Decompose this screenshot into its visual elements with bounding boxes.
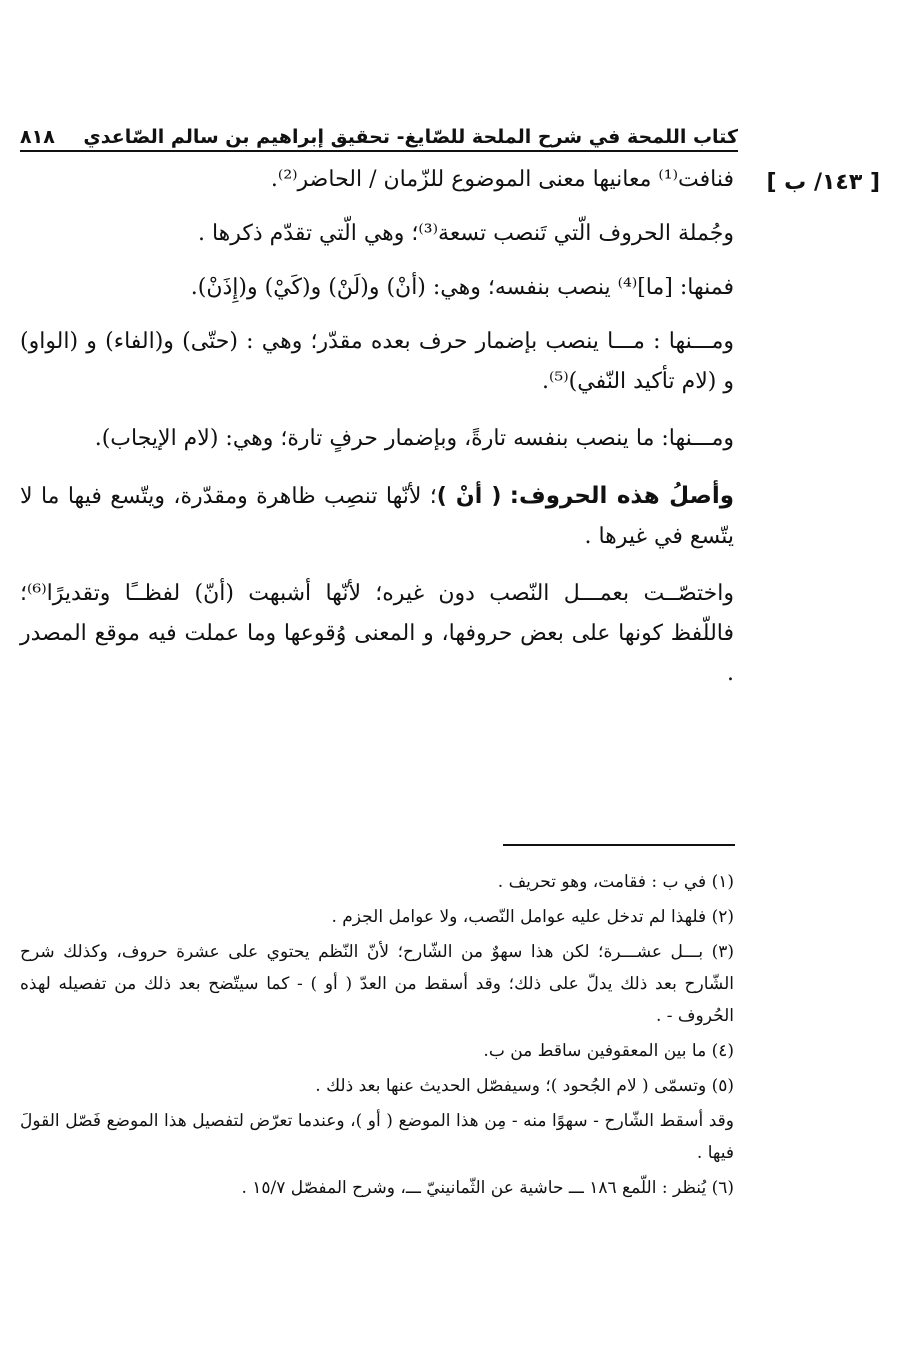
page-number: ٨١٨ xyxy=(20,126,55,148)
paragraph-6-an: ( أنْ ) xyxy=(436,484,502,509)
footnote-5: (٥) وتسمّى ( لام الجُحود )؛ وسيفصّل الحديث عنها بعد ذلك . xyxy=(315,1076,734,1096)
footnote-5-continuation: وقد أسقط الشّارح - سهوًا منه - مِن هذا الموضع ( أو )، وعندما تعرّض لتفصيل هذا الموضع فَصّل القولَ فيها . xyxy=(20,1111,734,1163)
main-text xyxy=(20,160,734,711)
paragraph-5: ومـــنها: ما ينصب بنفسه تارةً، وبإضمار حرفٍ تارة؛ وهي: (لام الإيجاب). xyxy=(94,426,734,451)
footnote-3: (٣) بـــل عشـــرة؛ لكن هذا سهوٌ من الشّارح؛ لأنّ النّظم يحتوي على عشرة حروف، وكذلك شرح الشّارح بعد ذلك يدلّ على ذلك؛ وقد أسقط من العدّ ( أو ) - كما سيتّضح بعد ذلك من تفصيله لهذه الحُروف - . xyxy=(20,942,734,1026)
paragraph-6-lead: وأصلُ هذه الحروف: xyxy=(509,483,735,509)
header-rule xyxy=(20,150,738,152)
paragraph-1: فنافت⁽¹⁾ معانيها معنى الموضوع للزّمان / الحاضر⁽²⁾. xyxy=(270,167,734,192)
footnote-6: (٦) يُنظر : اللّمع ١٨٦ ـــ حاشية عن الثّمانينيّ ـــ، وشرح المفصّل ١٥/٧ . xyxy=(241,1178,734,1198)
paragraph-2: وجُملة الحروف الّتي تَنصب تسعة⁽³⁾؛ وهي الّتي تقدّم ذكرها . xyxy=(197,221,734,246)
manuscript-folio-marker: [ ١٤٣/ ب ] xyxy=(766,170,880,195)
footnote-rule xyxy=(503,844,735,846)
footnote-4: (٤) ما بين المعقوفين ساقط من ب. xyxy=(483,1041,734,1061)
paragraph-7: واختصّــت بعمـــل النّصب دون غيره؛ لأنّها أشبهت (أنّ) لفظــًا وتقديرًا⁽⁶⁾؛ فاللّفظ كونها على بعض حروفها، و المعنى وُقوعها وما عملت فيه موقع المصدر . xyxy=(20,581,734,686)
footnotes xyxy=(20,866,734,1207)
paragraph-4: ومـــنها : مـــا ينصب بإضمار حرف بعده مقدّر؛ وهي : (حتّى) و(الفاء) و (الواو) و (لام تأكيد النّفي)⁽⁵⁾. xyxy=(20,329,734,394)
paragraph-3: فمنها: [ما]⁽⁴⁾ ينصب بنفسه؛ وهي: (أنْ) و(لَنْ) و(كَيْ) و(إِذَنْ). xyxy=(190,275,734,300)
running-header xyxy=(20,112,738,148)
footnote-2: (٢) فلهذا لم تدخل عليه عوامل النّصب، ولا عوامل الجزم . xyxy=(331,907,734,927)
header-title: كتاب اللمحة في شرح الملحة للصّايغ- تحقيق إبراهيم بن سالم الصّاعدي xyxy=(83,126,738,148)
footnote-1: (١) في ب : فقامت، وهو تحريف . xyxy=(497,872,734,892)
paragraph-6 xyxy=(20,476,734,557)
paragraph-6-rest: ؛ لأنّها تنصِب ظاهرة ومقدّرة، ويتّسع فيها ما لا يتّسع في غيرها . xyxy=(20,484,734,549)
